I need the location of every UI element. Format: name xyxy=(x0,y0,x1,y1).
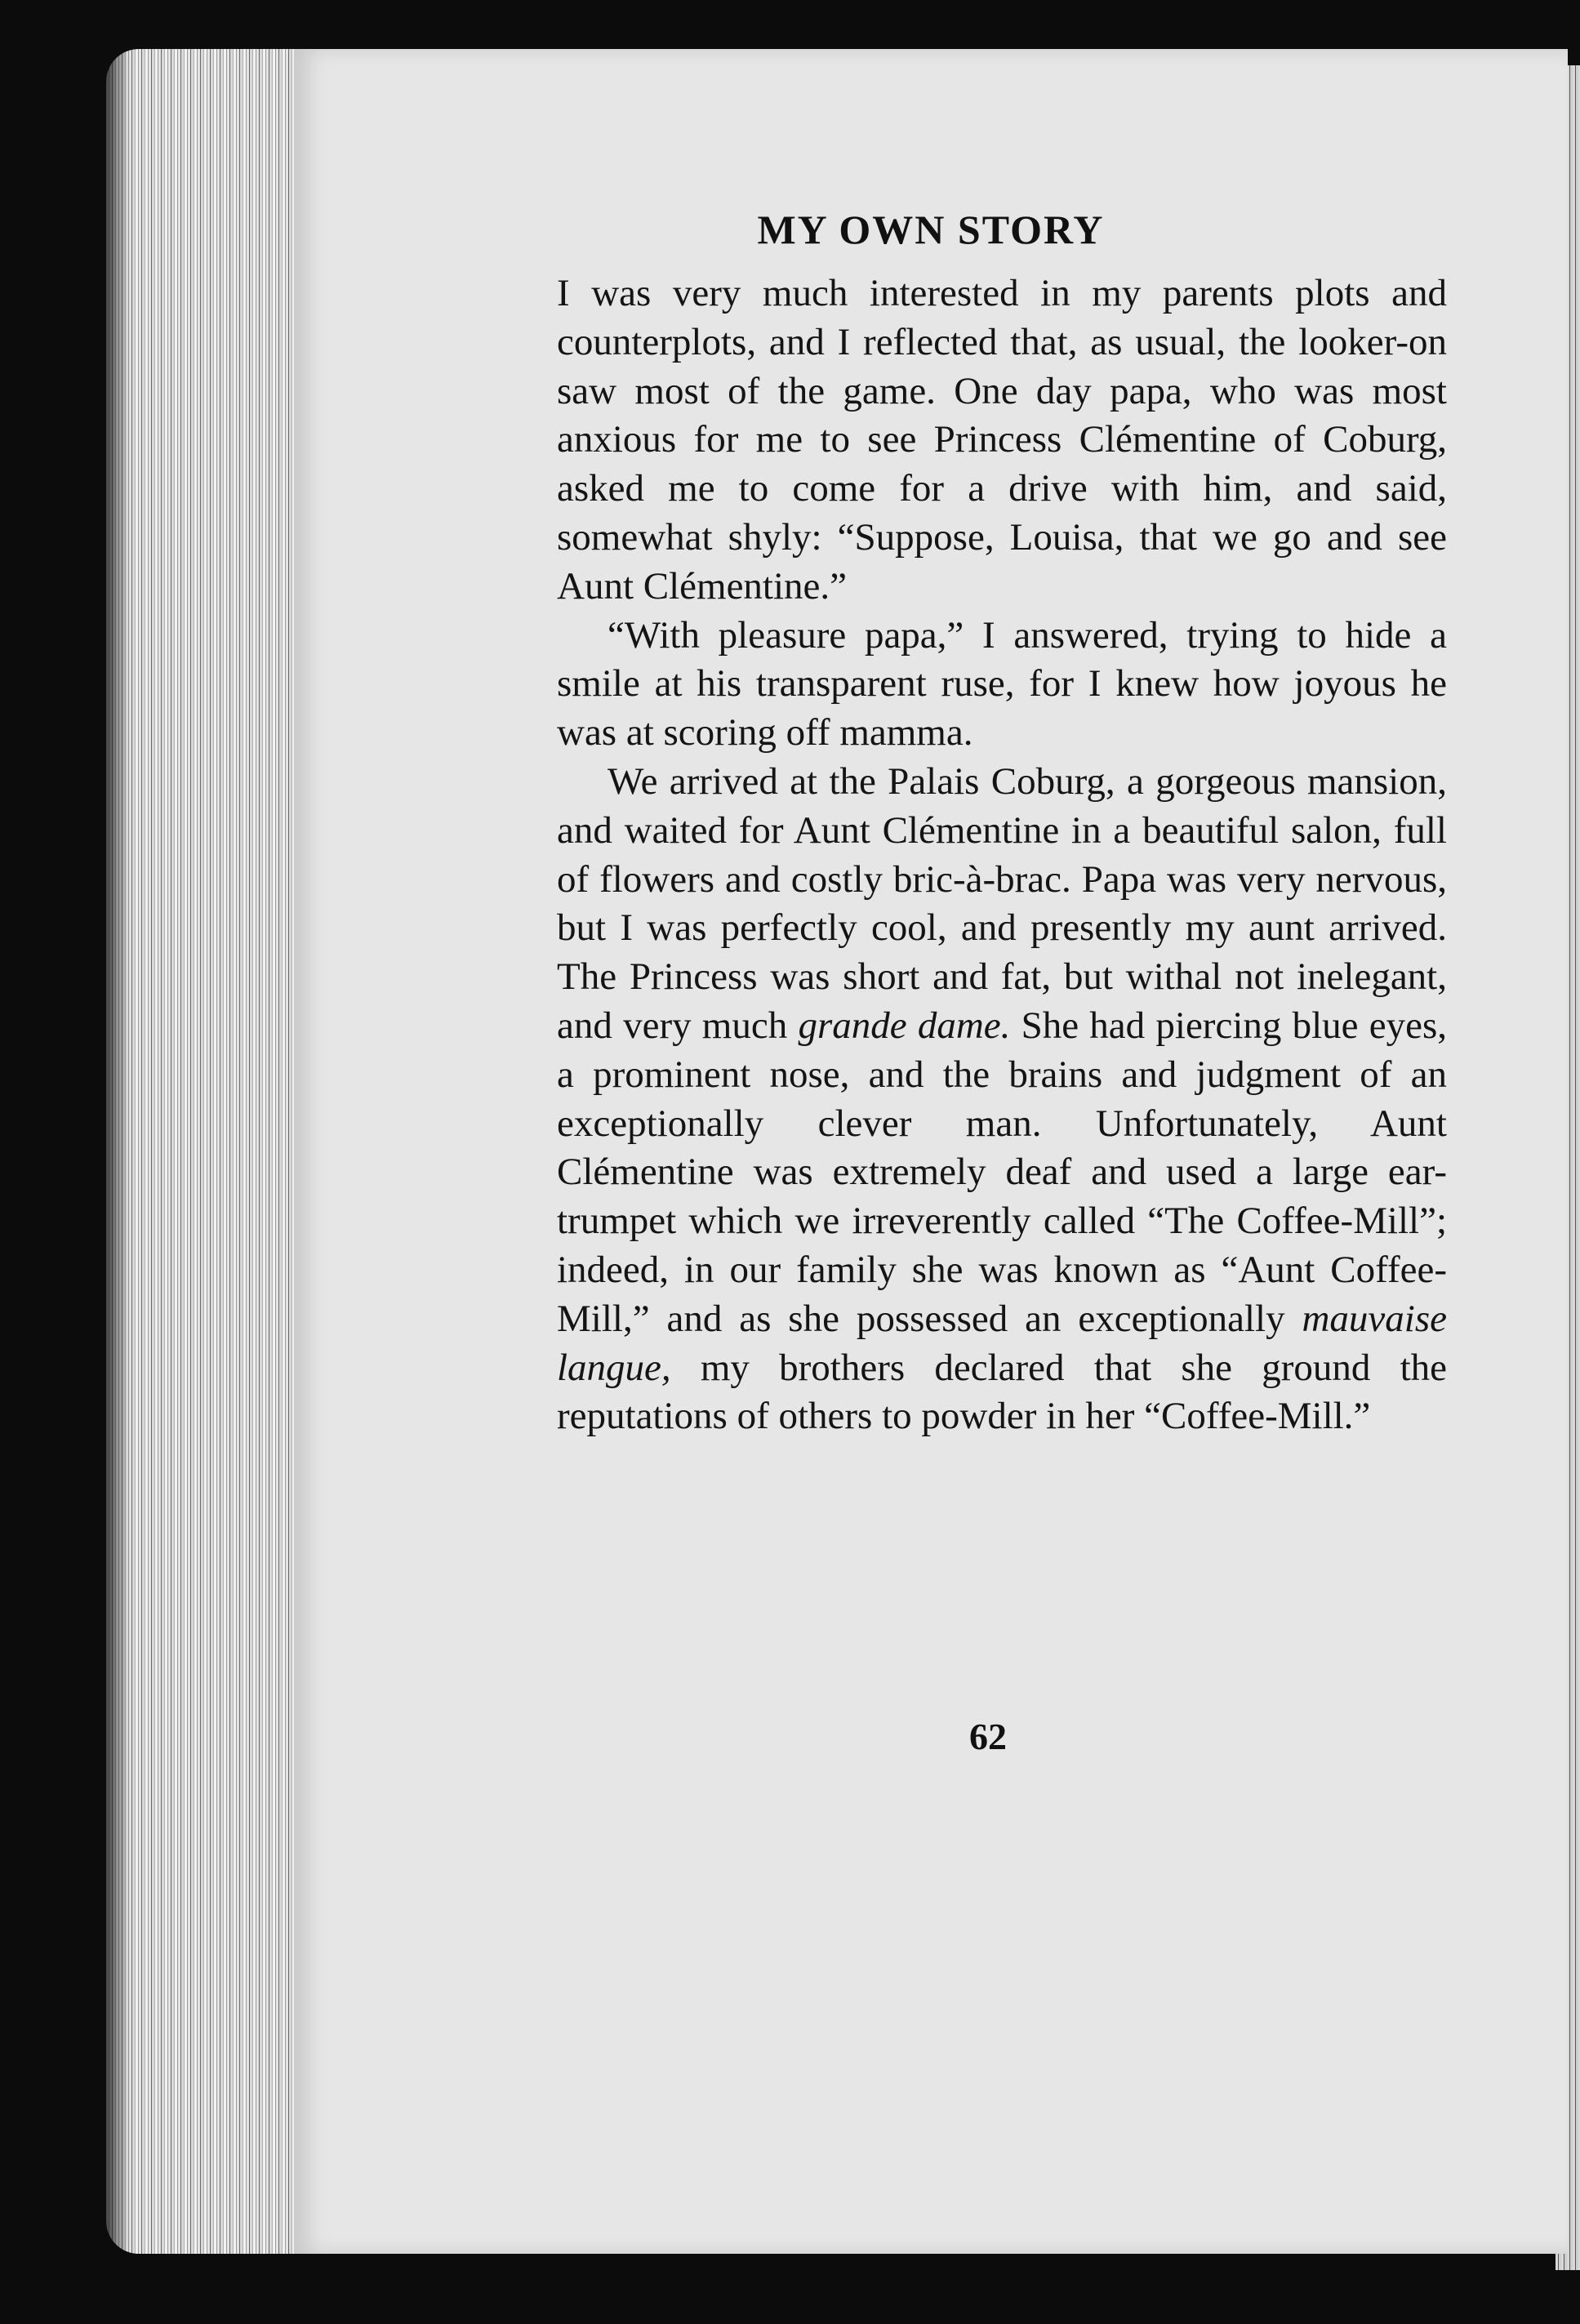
binding-shadow xyxy=(98,49,131,2254)
paragraph xyxy=(557,269,1447,612)
italic-text-run: mauvaise langue, xyxy=(557,1297,1447,1389)
text-run: She had piercing blue eyes, a prominent nose, and the brains and judgment of an exceptionally clever man. Unfortunately, Aunt Clémentine was extremely deaf and used a large ear-trumpet which we irreverently called “The Coffee-Mill”; indeed, in our family she was known as “Aunt Coffee-Mill,” and as she possessed an exceptionally xyxy=(557,1004,1447,1340)
text-run: “With pleasure papa,” I answered, trying to hide a smile at his transparent ruse, for I knew how joyous he was at scoring off mamma. xyxy=(557,613,1447,755)
paragraph xyxy=(557,612,1447,758)
paragraph xyxy=(557,758,1447,1441)
body-text xyxy=(557,269,1447,1441)
text-run: I was very much interested in my parents plots and counterplots, and I reflected that, as usual, the looker-on saw most of the game. One day papa, who was most anxious for me to see Princess Clémentine of Coburg, asked me to come for a drive with him, and said, somewhat shyly: “Suppose, Louisa, that we go and see Aunt Clémentine.” xyxy=(557,272,1447,608)
page-number: 62 xyxy=(969,1716,1007,1757)
book-page-edges xyxy=(106,49,302,2254)
italic-text-run: grande dame. xyxy=(798,1004,1011,1047)
running-head: MY OWN STORY xyxy=(757,207,1105,252)
text-run: We arrived at the Palais Coburg, a gorgeous mansion, and waited for Aunt Clémentine in a beautiful salon, full of flowers and costly bric-à-brac. Papa was very nervous, but I was perfectly cool, and presently my aunt arrived. The Princess was short and fat, but withal not inelegant, and very much xyxy=(557,759,1447,1047)
text-run: my brothers declared that she ground the reputations of others to powder in her “Coffee-Mill.” xyxy=(557,1346,1447,1438)
